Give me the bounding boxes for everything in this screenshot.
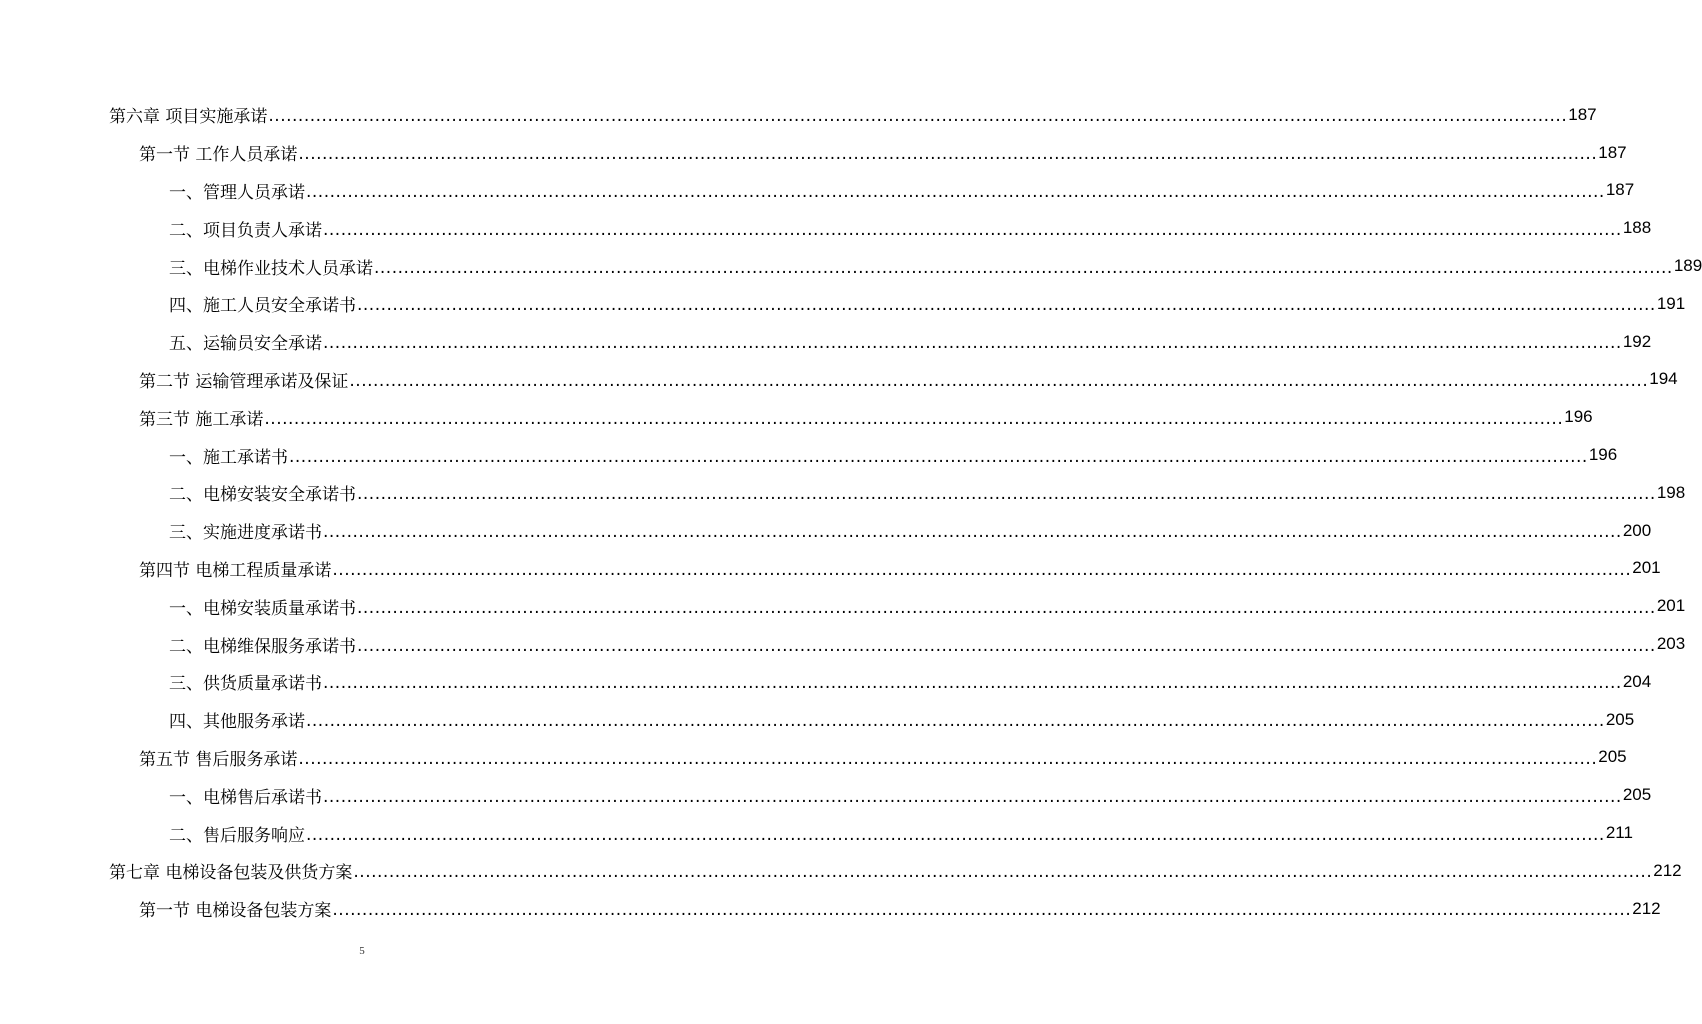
- page-number: 5: [359, 945, 365, 957]
- toc-entry-number: 第七章: [109, 863, 160, 884]
- toc-entry-title: 电梯维保服务承诺书: [203, 636, 356, 657]
- toc-entry-page: 187: [1605, 180, 1635, 200]
- toc-entry[interactable]: [0, 625, 1686, 663]
- toc-entry-page: 205: [1605, 709, 1635, 729]
- toc-entry-title: 施工承诺书: [203, 447, 288, 468]
- toc-entry-title: 项目实施承诺: [165, 107, 268, 128]
- toc-entry[interactable]: [0, 436, 1618, 474]
- toc-entry-title: 电梯设备包装方案: [195, 901, 332, 922]
- toc-entry-page: 212: [1632, 898, 1661, 918]
- toc-entry-title: 其他服务承诺: [203, 712, 305, 733]
- toc-entry[interactable]: [0, 550, 1661, 588]
- toc-entry-number: 一、: [169, 447, 203, 468]
- toc-entry-title: 售后服务响应: [203, 825, 305, 846]
- toc-entry-page: 187: [1568, 104, 1597, 124]
- toc-entry-title: 工作人员承诺: [195, 145, 298, 166]
- dot-leader: ............................................................................................................................................................................................................................: [306, 711, 1605, 732]
- toc-entry-number: 三、: [169, 523, 203, 544]
- dot-leader: ............................................................................................................................................................................................................................: [349, 370, 1649, 391]
- toc-entry[interactable]: [0, 247, 1702, 285]
- toc-entry-page: 198: [1656, 482, 1686, 502]
- toc-entry-title: 运输管理承诺及保证: [195, 371, 349, 392]
- toc-entry-page: 200: [1622, 520, 1652, 540]
- toc-entry-page: 188: [1622, 218, 1652, 238]
- toc-entry[interactable]: [0, 285, 1686, 323]
- toc-entry-number: 第四节: [139, 560, 190, 581]
- toc-entry-number: 四、: [169, 296, 203, 317]
- dot-leader: ............................................................................................................................................................................................................................: [306, 181, 1605, 202]
- toc-entry-title: 项目负责人承诺: [203, 220, 322, 241]
- toc-entry-number: 五、: [169, 334, 203, 355]
- toc-entry-title: 施工人员安全承诺书: [203, 296, 356, 317]
- toc-entry[interactable]: [0, 587, 1686, 625]
- toc-entry[interactable]: [0, 776, 1652, 814]
- toc-entry-page: 205: [1622, 785, 1652, 805]
- dot-leader: ............................................................................................................................................................................................................................: [353, 862, 1653, 883]
- toc-entry[interactable]: [0, 512, 1652, 550]
- dot-leader: ............................................................................................................................................................................................................................: [298, 748, 1598, 769]
- toc-entry[interactable]: [0, 172, 1635, 210]
- toc-entry[interactable]: [0, 398, 1593, 436]
- dot-leader: ............................................................................................................................................................................................................................: [332, 559, 1632, 580]
- toc-entry-number: 第三节: [139, 409, 190, 430]
- toc-entry-page: 196: [1564, 407, 1593, 427]
- toc-entry-number: 一、: [169, 182, 203, 203]
- toc-entry-title: 电梯售后承诺书: [203, 787, 322, 808]
- toc-entry-title: 售后服务承诺: [195, 749, 298, 770]
- toc-entry-page: 211: [1605, 823, 1633, 843]
- toc-entry-number: 二、: [169, 825, 203, 846]
- toc-entry-title: 电梯安装质量承诺书: [203, 598, 356, 619]
- table-of-contents: [0, 96, 1702, 928]
- toc-entry-number: 一、: [169, 787, 203, 808]
- toc-entry-title: 管理人员承诺: [203, 182, 305, 203]
- toc-entry[interactable]: [0, 852, 1682, 890]
- toc-entry-title: 电梯安装安全承诺书: [203, 485, 356, 506]
- dot-leader: ............................................................................................................................................................................................................................: [357, 635, 1656, 656]
- toc-entry-number: 二、: [169, 485, 203, 506]
- toc-entry-page: 205: [1598, 747, 1627, 767]
- toc-entry-page: 212: [1653, 860, 1682, 880]
- dot-leader: ............................................................................................................................................................................................................................: [332, 900, 1632, 921]
- toc-entry-number: 第六章: [109, 107, 160, 128]
- toc-entry[interactable]: [0, 890, 1661, 928]
- dot-leader: ............................................................................................................................................................................................................................: [264, 408, 1564, 429]
- toc-entry[interactable]: [0, 323, 1652, 361]
- toc-entry[interactable]: [0, 209, 1652, 247]
- toc-entry[interactable]: [0, 361, 1678, 399]
- toc-entry-page: 191: [1656, 293, 1686, 313]
- toc-entry-page: 203: [1656, 634, 1686, 654]
- dot-leader: ............................................................................................................................................................................................................................: [289, 446, 1588, 467]
- dot-leader: ............................................................................................................................................................................................................................: [323, 333, 1622, 354]
- dot-leader: ............................................................................................................................................................................................................................: [323, 786, 1622, 807]
- dot-leader: ............................................................................................................................................................................................................................: [357, 597, 1656, 618]
- toc-entry[interactable]: [0, 814, 1633, 852]
- toc-entry[interactable]: [0, 701, 1635, 739]
- dot-leader: ............................................................................................................................................................................................................................: [357, 295, 1656, 316]
- toc-entry-page: 187: [1598, 142, 1627, 162]
- dot-leader: ............................................................................................................................................................................................................................: [268, 106, 1568, 127]
- toc-entry-title: 电梯设备包装及供货方案: [165, 863, 353, 884]
- toc-entry-page: 196: [1588, 445, 1618, 465]
- toc-entry-number: 第二节: [139, 371, 190, 392]
- toc-entry-page: 189: [1673, 256, 1702, 276]
- toc-entry-number: 二、: [169, 636, 203, 657]
- toc-entry-number: 第一节: [139, 145, 190, 166]
- toc-entry-number: 一、: [169, 598, 203, 619]
- toc-entry[interactable]: [0, 663, 1652, 701]
- toc-entry-number: 二、: [169, 220, 203, 241]
- toc-entry-title: 电梯作业技术人员承诺: [203, 258, 373, 279]
- toc-entry[interactable]: [0, 739, 1627, 777]
- dot-leader: ............................................................................................................................................................................................................................: [323, 522, 1622, 543]
- toc-entry-page: 194: [1649, 369, 1678, 389]
- dot-leader: ............................................................................................................................................................................................................................: [357, 484, 1656, 505]
- toc-entry-title: 电梯工程质量承诺: [195, 560, 332, 581]
- toc-entry[interactable]: [0, 474, 1686, 512]
- toc-entry-page: 192: [1622, 331, 1652, 351]
- toc-entry-title: 运输员安全承诺: [203, 334, 322, 355]
- toc-entry[interactable]: [0, 134, 1627, 172]
- dot-leader: ............................................................................................................................................................................................................................: [306, 824, 1605, 845]
- toc-entry-title: 供货质量承诺书: [203, 674, 322, 695]
- toc-entry[interactable]: [0, 96, 1597, 134]
- toc-entry-page: 201: [1632, 558, 1661, 578]
- toc-entry-title: 施工承诺: [195, 409, 264, 430]
- toc-entry-page: 204: [1622, 671, 1652, 691]
- dot-leader: ............................................................................................................................................................................................................................: [323, 219, 1622, 240]
- toc-entry-number: 四、: [169, 712, 203, 733]
- dot-leader: ............................................................................................................................................................................................................................: [374, 257, 1673, 278]
- toc-entry-number: 三、: [169, 258, 203, 279]
- dot-leader: ............................................................................................................................................................................................................................: [323, 673, 1622, 694]
- toc-entry-title: 实施进度承诺书: [203, 523, 322, 544]
- toc-entry-number: 第五节: [139, 749, 190, 770]
- toc-entry-number: 第一节: [139, 901, 190, 922]
- toc-entry-number: 三、: [169, 674, 203, 695]
- toc-entry-page: 201: [1656, 596, 1686, 616]
- dot-leader: ............................................................................................................................................................................................................................: [298, 144, 1598, 165]
